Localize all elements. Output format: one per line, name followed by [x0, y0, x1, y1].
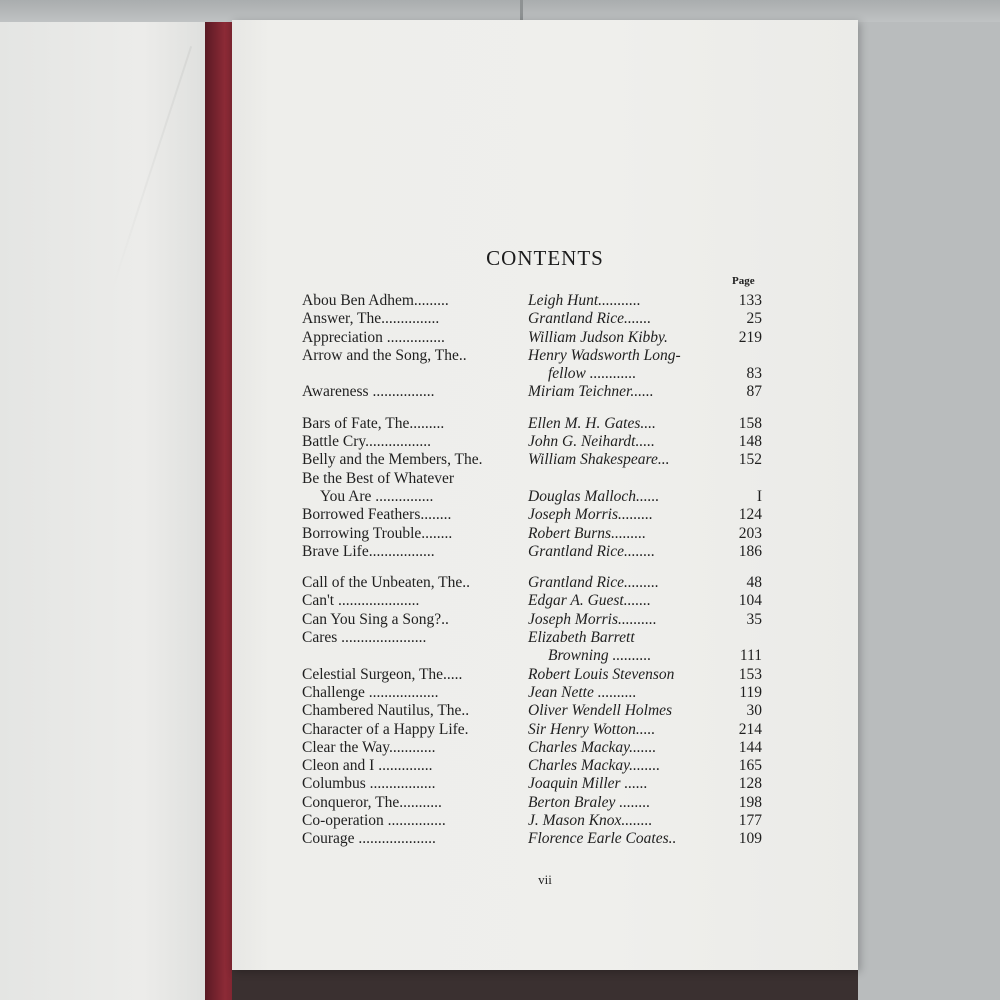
toc-row	[302, 525, 762, 543]
toc-row	[302, 757, 762, 775]
toc-page: 144	[738, 738, 762, 756]
section-gap	[302, 402, 762, 415]
toc-row	[302, 310, 762, 328]
toc-row	[302, 415, 762, 433]
toc-title: Bars of Fate, The.........	[302, 414, 445, 432]
toc-page: 124	[738, 506, 762, 524]
toc-page: 186	[738, 542, 762, 560]
toc-page: 152	[738, 451, 762, 469]
toc-title: Can You Sing a Song?..	[302, 610, 449, 628]
toc-page: 165	[738, 757, 762, 775]
toc-page: 128	[738, 775, 762, 793]
contents-page	[232, 20, 858, 970]
page-number: vii	[538, 872, 552, 887]
toc-title: Awareness ................	[302, 383, 435, 401]
toc-page: 111	[739, 647, 762, 665]
toc-title: Challenge ..................	[302, 683, 439, 701]
toc-title: Co-operation ...............	[302, 812, 446, 830]
toc-page: 148	[738, 433, 762, 451]
toc-page: 35	[746, 610, 762, 628]
toc-author: William Judson Kibby.	[528, 328, 668, 346]
toc-author: Browning ..........	[548, 647, 652, 665]
toc-page: 109	[738, 830, 762, 848]
toc-author: fellow ............	[548, 365, 637, 383]
toc-author: Robert Louis Stevenson	[528, 665, 675, 683]
page-crease	[110, 46, 192, 294]
toc-page: I	[756, 487, 762, 505]
toc-page: 119	[739, 683, 762, 701]
toc-title: Appreciation ...............	[302, 328, 445, 346]
left-page	[0, 0, 238, 1000]
toc-page: 133	[738, 292, 762, 309]
toc-author: Berton Braley ........	[528, 793, 651, 811]
toc-title: Borrowed Feathers........	[302, 506, 452, 524]
toc-title: Abou Ben Adhem.........	[302, 292, 449, 309]
toc-author: Douglas Malloch......	[528, 487, 660, 505]
toc-row	[302, 329, 762, 347]
toc-author: Florence Earle Coates..	[528, 830, 677, 848]
toc-author: Miriam Teichner......	[528, 383, 654, 401]
toc-title: Cares ......................	[302, 629, 427, 647]
toc-author: Sir Henry Wotton.....	[528, 720, 656, 738]
toc-author: Edgar A. Guest.......	[528, 592, 651, 610]
toc-author: Joaquin Miller ......	[528, 775, 648, 793]
table-of-contents	[302, 292, 762, 849]
toc-row	[302, 574, 762, 592]
toc-author: John G. Neihardt.....	[528, 433, 655, 451]
toc-page: 177	[738, 812, 762, 830]
toc-row	[302, 702, 762, 720]
toc-author: Elizabeth Barrett	[528, 629, 635, 647]
toc-author: Charles Mackay........	[528, 757, 661, 775]
toc-author: Grantland Rice.........	[528, 574, 659, 592]
toc-row	[302, 611, 762, 629]
toc-page: 48	[746, 574, 762, 592]
toc-author: Grantland Rice.......	[528, 310, 652, 328]
toc-row	[302, 739, 762, 757]
toc-row	[302, 292, 762, 310]
page-column-label: Page	[732, 275, 755, 287]
toc-author: J. Mason Knox........	[528, 812, 653, 830]
toc-author: Joseph Morris.........	[528, 506, 653, 524]
toc-row	[302, 812, 762, 830]
toc-row	[302, 775, 762, 793]
section-gap	[302, 561, 762, 574]
toc-row-continuation	[302, 365, 762, 383]
toc-page: 158	[738, 414, 762, 432]
toc-author: Oliver Wendell Holmes	[528, 702, 673, 720]
toc-title: Character of a Happy Life.	[302, 720, 469, 738]
book-bottom-edge	[232, 968, 858, 1000]
toc-page: 25	[746, 310, 762, 328]
toc-author: Henry Wadsworth Long-	[528, 346, 681, 364]
toc-author: Jean Nette ..........	[528, 683, 637, 701]
toc-title: Can't .....................	[302, 592, 420, 610]
toc-row	[302, 684, 762, 702]
toc-title: Borrowing Trouble........	[302, 524, 453, 542]
toc-author: Leigh Hunt...........	[528, 292, 641, 309]
toc-page: 203	[738, 524, 762, 542]
toc-page: 83	[746, 365, 762, 383]
toc-row-continuation	[302, 488, 762, 506]
toc-row	[302, 666, 762, 684]
toc-row	[302, 451, 762, 469]
toc-title: Clear the Way............	[302, 738, 436, 756]
toc-title: Battle Cry.................	[302, 433, 432, 451]
toc-page: 153	[738, 665, 762, 683]
toc-title: Arrow and the Song, The..	[302, 346, 467, 364]
toc-row	[302, 543, 762, 561]
toc-row	[302, 433, 762, 451]
toc-title: Courage ....................	[302, 830, 436, 848]
toc-title: Call of the Unbeaten, The..	[302, 574, 471, 592]
toc-author: Robert Burns.........	[528, 524, 646, 542]
toc-page: 219	[738, 328, 762, 346]
toc-row	[302, 721, 762, 739]
toc-row	[302, 629, 762, 647]
toc-row	[302, 470, 762, 488]
toc-author: Charles Mackay.......	[528, 738, 657, 756]
toc-page: 198	[738, 793, 762, 811]
toc-row	[302, 592, 762, 610]
toc-row	[302, 830, 762, 848]
toc-title: Celestial Surgeon, The.....	[302, 665, 463, 683]
toc-page: 104	[738, 592, 762, 610]
toc-row-continuation	[302, 647, 762, 665]
toc-title: Cleon and I ..............	[302, 757, 433, 775]
toc-title: Columbus .................	[302, 775, 436, 793]
toc-row	[302, 506, 762, 524]
toc-page: 214	[738, 720, 762, 738]
toc-page: 30	[746, 702, 762, 720]
wooden-surface	[0, 0, 1000, 22]
toc-title: Belly and the Members, The.	[302, 451, 483, 469]
toc-author: Joseph Morris..........	[528, 610, 657, 628]
toc-title: Conqueror, The...........	[302, 793, 442, 811]
toc-author: Ellen M. H. Gates....	[528, 414, 656, 432]
toc-title: Chambered Nautilus, The..	[302, 702, 470, 720]
toc-row	[302, 794, 762, 812]
toc-row	[302, 347, 762, 365]
toc-author: William Shakespeare...	[528, 451, 670, 469]
toc-title: You Are ...............	[320, 487, 434, 505]
toc-title: Be the Best of Whatever	[302, 469, 455, 487]
board-seam	[520, 0, 523, 22]
toc-author: Grantland Rice........	[528, 542, 655, 560]
toc-title: Answer, The...............	[302, 310, 440, 328]
page-title: CONTENTS	[486, 246, 604, 270]
toc-title: Brave Life.................	[302, 542, 435, 560]
toc-page: 87	[746, 383, 762, 401]
toc-row	[302, 383, 762, 401]
